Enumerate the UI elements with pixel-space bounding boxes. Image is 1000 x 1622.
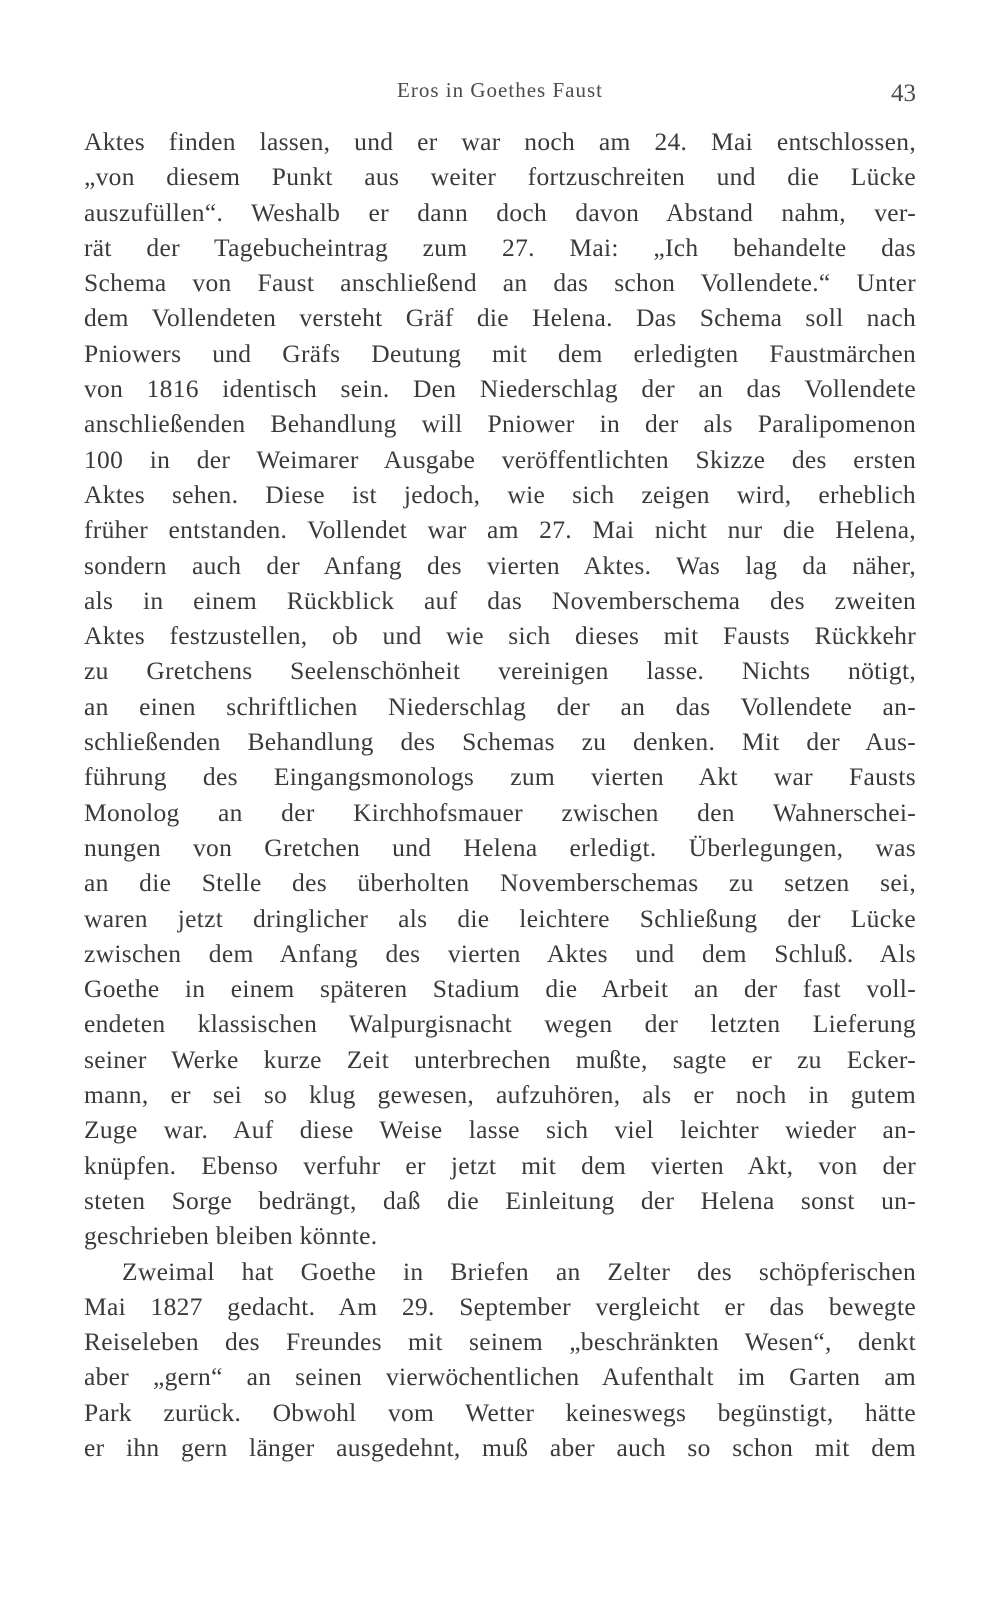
text-line: Goethe in einem späteren Stadium die Arbeit an der fast voll- <box>84 974 916 1004</box>
text-line: Park zurück. Obwohl vom Wetter keineswegs begünstigt, hätte <box>84 1397 916 1427</box>
text-line: mann, er sei so klug gewesen, aufzuhören, als er noch in gutem <box>84 1080 916 1110</box>
text-line: zu Gretchens Seelenschönheit vereinigen lasse. Nichts nötigt, <box>84 656 916 686</box>
page-number: 43 <box>891 80 916 107</box>
text-line: knüpfen. Ebenso verfuhr er jetzt mit dem vierten Akt, von der <box>84 1150 916 1180</box>
text-line: seiner Werke kurze Zeit unterbrechen mußte, sagte er zu Ecker- <box>84 1044 916 1074</box>
text-line: rät der Tagebucheintrag zum 27. Mai: „Ich behandelte das <box>84 232 916 262</box>
running-title: Eros in Goethes Faust <box>397 78 603 102</box>
text-line: dem Vollendeten versteht Gräf die Helena. Das Schema soll nach <box>84 303 916 333</box>
text-line: Zweimal hat Goethe in Briefen an Zelter des schöpferischen <box>122 1256 916 1286</box>
text-line: steten Sorge bedrängt, daß die Einleitung der Helena sonst un- <box>84 1185 916 1215</box>
text-line: Aktes sehen. Diese ist jedoch, wie sich zeigen wird, erheblich <box>84 479 916 509</box>
text-line: führung des Eingangsmonologs zum vierten Akt war Fausts <box>84 762 916 792</box>
text-line: 100 in der Weimarer Ausgabe veröffentlichten Skizze des ersten <box>84 444 916 474</box>
text-line: Pniowers und Gräfs Deutung mit dem erledigten Faustmärchen <box>84 338 916 368</box>
text-line: Aktes finden lassen, und er war noch am 24. Mai entschlossen, <box>84 127 916 156</box>
text-line: sondern auch der Anfang des vierten Aktes. Was lag da näher, <box>84 550 916 580</box>
text-line: an die Stelle des überholten Novemberschemas zu setzen sei, <box>84 868 916 898</box>
text-line: Monolog an der Kirchhofsmauer zwischen den Wahnerschei- <box>84 797 916 827</box>
text-line: Reiseleben des Freundes mit seinem „beschränkten Wesen“, denkt <box>84 1327 916 1357</box>
text-line: als in einem Rückblick auf das Novemberschema des zweiten <box>84 585 916 615</box>
text-line: nungen von Gretchen und Helena erledigt. Überlegungen, was <box>84 832 916 862</box>
text-line: auszufüllen“. Weshalb er dann doch davon Abstand nahm, ver- <box>84 197 916 227</box>
text-line: früher entstanden. Vollendet war am 27. Mai nicht nur die Helena, <box>84 515 916 545</box>
text-line: von 1816 identisch sein. Den Niederschlag der an das Vollendete <box>84 374 916 404</box>
text-line: Mai 1827 gedacht. Am 29. September vergleicht er das bewegte <box>84 1291 916 1321</box>
paragraph <box>84 1254 916 1466</box>
paragraph <box>84 124 916 1254</box>
text-line: schließenden Behandlung des Schemas zu denken. Mit der Aus- <box>84 727 916 757</box>
body-text <box>84 124 916 1465</box>
text-line: er ihn gern länger ausgedehnt, muß aber auch so schon mit dem <box>84 1432 916 1462</box>
text-line: Aktes festzustellen, ob und wie sich dieses mit Fausts Rückkehr <box>84 621 916 651</box>
text-line: Schema von Faust anschließend an das schon Vollendete.“ Unter <box>84 268 916 298</box>
text-line: an einen schriftlichen Niederschlag der an das Vollendete an- <box>84 691 916 721</box>
text-line: geschrieben bleiben könnte. <box>84 1221 378 1251</box>
text-line: zwischen dem Anfang des vierten Aktes und dem Schluß. Als <box>84 938 916 968</box>
text-line: anschließenden Behandlung will Pniower in der als Paralipomenon <box>84 409 916 439</box>
text-line: „von diesem Punkt aus weiter fortzuschreiten und die Lücke <box>84 162 916 192</box>
text-line: aber „gern“ an seinen vierwöchentlichen Aufenthalt im Garten am <box>84 1362 916 1392</box>
text-line: Zuge war. Auf diese Weise lasse sich viel leichter wieder an- <box>84 1115 916 1145</box>
text-line: endeten klassischen Walpurgisnacht wegen der letzten Lieferung <box>84 1009 916 1039</box>
text-line: waren jetzt dringlicher als die leichtere Schließung der Lücke <box>84 903 916 933</box>
page-header <box>84 74 916 114</box>
